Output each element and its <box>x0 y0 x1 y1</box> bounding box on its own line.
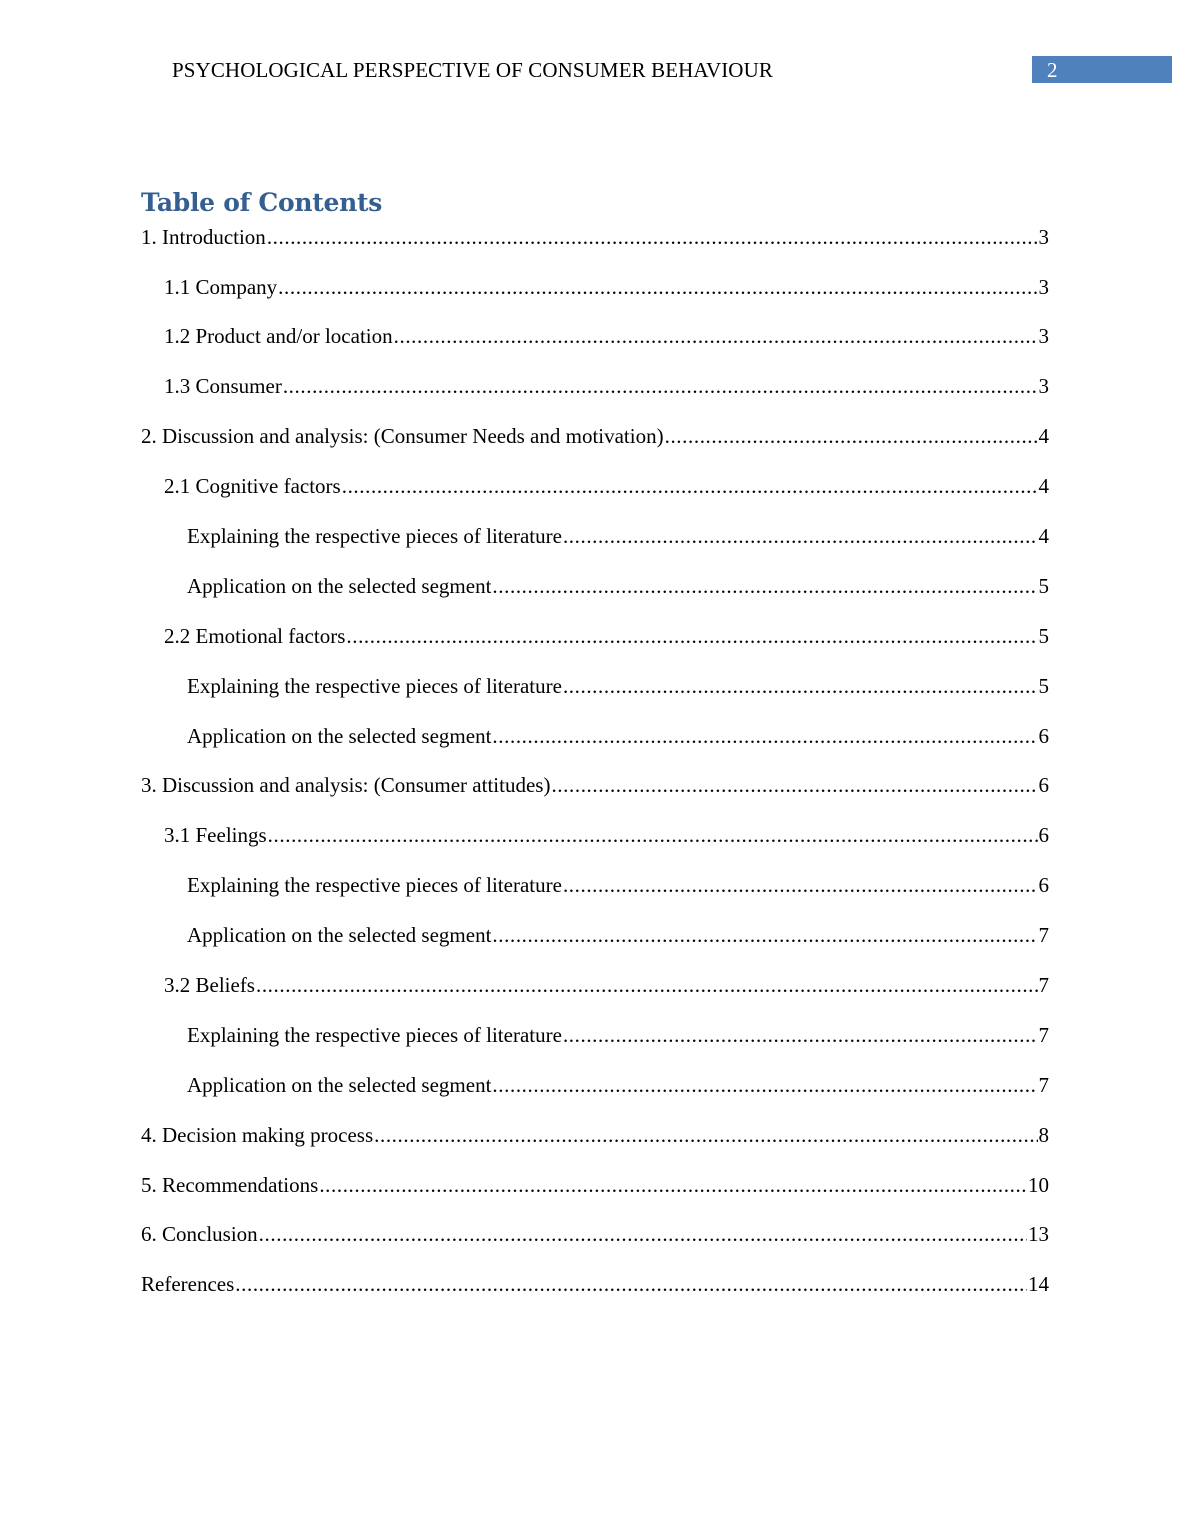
toc-entry-page-number[interactable]: 5 <box>1038 573 1049 598</box>
dot-leader <box>268 820 1038 850</box>
toc-entry-title[interactable]: References <box>141 1272 235 1297</box>
toc-entry[interactable] <box>141 920 1049 970</box>
toc-entry[interactable] <box>141 870 1049 920</box>
toc-entry-title[interactable]: 5. Recommendations <box>141 1172 319 1197</box>
dot-leader <box>342 471 1038 501</box>
dot-leader <box>267 222 1038 252</box>
toc-entry-page-number[interactable]: 7 <box>1038 923 1049 948</box>
toc-entry-page-number[interactable]: 6 <box>1038 823 1049 848</box>
toc-entry[interactable] <box>141 820 1049 870</box>
dot-leader <box>492 920 1037 950</box>
toc-entry[interactable] <box>141 621 1049 671</box>
dot-leader <box>563 1020 1038 1050</box>
running-header-title: PSYCHOLOGICAL PERSPECTIVE OF CONSUMER BEHAVIOUR <box>172 58 773 82</box>
page-number: 2 <box>1047 58 1058 82</box>
dot-leader <box>563 521 1038 551</box>
page-header <box>0 56 1190 84</box>
toc-entry-page-number[interactable]: 6 <box>1038 723 1049 748</box>
toc-entry-title[interactable]: 2. Discussion and analysis: (Consumer Needs and motivation) <box>141 424 664 449</box>
toc-entry[interactable] <box>141 471 1049 521</box>
toc-entry-page-number[interactable]: 5 <box>1038 623 1049 648</box>
toc-entry-page-number[interactable]: 3 <box>1038 324 1049 349</box>
toc-entry[interactable] <box>141 1170 1049 1220</box>
toc-entry[interactable] <box>141 1120 1049 1170</box>
toc-entry-page-number[interactable]: 3 <box>1038 374 1049 399</box>
toc-entry[interactable] <box>141 222 1049 272</box>
dot-leader <box>665 421 1038 451</box>
toc-entry[interactable] <box>141 371 1049 421</box>
toc-entry-title[interactable]: 1.3 Consumer <box>164 374 282 399</box>
toc-entry-page-number[interactable]: 7 <box>1038 1072 1049 1097</box>
toc-entry-title[interactable]: 1. Introduction <box>141 225 266 249</box>
toc-entry[interactable] <box>141 1070 1049 1120</box>
toc-entry-page-number[interactable]: 3 <box>1038 225 1049 249</box>
toc-entry-title[interactable]: 1.1 Company <box>164 274 278 299</box>
toc-entry-page-number[interactable]: 3 <box>1038 274 1049 299</box>
toc-entry-page-number[interactable]: 14 <box>1028 1272 1049 1297</box>
dot-leader <box>551 770 1037 800</box>
toc-entry[interactable] <box>141 571 1049 621</box>
toc-entry-title[interactable]: 3.2 Beliefs <box>164 972 255 997</box>
dot-leader <box>563 671 1038 701</box>
dot-leader <box>563 870 1038 900</box>
toc-entry-title[interactable]: 3.1 Feelings <box>164 823 267 848</box>
toc-entry-title[interactable]: Application on the selected segment <box>187 723 492 748</box>
dot-leader <box>259 1219 1027 1249</box>
toc-entry-title[interactable]: 1.2 Product and/or location <box>164 324 393 349</box>
toc-entry-page-number[interactable]: 8 <box>1038 1122 1049 1147</box>
page-number-badge <box>1032 56 1172 83</box>
toc-entry[interactable] <box>141 1020 1049 1070</box>
toc-entry-page-number[interactable]: 10 <box>1028 1172 1049 1197</box>
toc-entry[interactable] <box>141 421 1049 471</box>
toc-entry-title[interactable]: 2.1 Cognitive factors <box>164 474 341 499</box>
toc-entry[interactable] <box>141 1219 1049 1269</box>
toc-entry[interactable] <box>141 671 1049 721</box>
dot-leader <box>492 721 1037 751</box>
toc-entry-page-number[interactable]: 13 <box>1028 1222 1049 1247</box>
toc-entry[interactable] <box>141 272 1049 322</box>
toc-entry[interactable] <box>141 321 1049 371</box>
dot-leader <box>256 970 1038 1000</box>
toc-entry-title[interactable]: Explaining the respective pieces of literature <box>187 673 562 698</box>
toc-entry-title[interactable]: Application on the selected segment <box>187 923 492 948</box>
toc-entry[interactable] <box>141 770 1049 820</box>
toc-heading: Table of Contents <box>141 188 383 217</box>
dot-leader <box>374 1120 1037 1150</box>
dot-leader <box>346 621 1037 651</box>
toc-entry[interactable] <box>141 521 1049 571</box>
toc-entry-page-number[interactable]: 4 <box>1038 474 1049 499</box>
toc-entry-title[interactable]: Application on the selected segment <box>187 573 492 598</box>
toc-entry-title[interactable]: Explaining the respective pieces of literature <box>187 523 562 548</box>
toc-entry-page-number[interactable]: 6 <box>1038 773 1049 798</box>
dot-leader <box>492 571 1037 601</box>
toc-entry[interactable] <box>141 970 1049 1020</box>
table-of-contents <box>141 184 1049 1319</box>
toc-entry-page-number[interactable]: 6 <box>1038 873 1049 898</box>
toc-entry-page-number[interactable]: 7 <box>1038 1022 1049 1047</box>
toc-entry-title[interactable]: Application on the selected segment <box>187 1072 492 1097</box>
toc-entry-title[interactable]: Explaining the respective pieces of literature <box>187 1022 562 1047</box>
toc-entry-title[interactable]: 3. Discussion and analysis: (Consumer attitudes) <box>141 773 551 798</box>
dot-leader <box>283 371 1038 401</box>
toc-entry-title[interactable]: 4. Decision making process <box>141 1122 374 1147</box>
toc-entry-title[interactable]: 2.2 Emotional factors <box>164 623 346 648</box>
dot-leader <box>278 272 1037 302</box>
toc-entry-page-number[interactable]: 4 <box>1038 424 1049 449</box>
toc-entry[interactable] <box>141 1269 1049 1319</box>
dot-leader <box>319 1170 1027 1200</box>
toc-entry-title[interactable]: 6. Conclusion <box>141 1222 258 1247</box>
dot-leader <box>492 1070 1037 1100</box>
toc-entry-page-number[interactable]: 5 <box>1038 673 1049 698</box>
toc-entry-page-number[interactable]: 7 <box>1038 972 1049 997</box>
dot-leader <box>235 1269 1027 1299</box>
toc-entry[interactable] <box>141 721 1049 771</box>
toc-entry-page-number[interactable]: 4 <box>1038 523 1049 548</box>
toc-list <box>141 222 1049 1319</box>
toc-entry-title[interactable]: Explaining the respective pieces of literature <box>187 873 562 898</box>
dot-leader <box>394 321 1038 351</box>
